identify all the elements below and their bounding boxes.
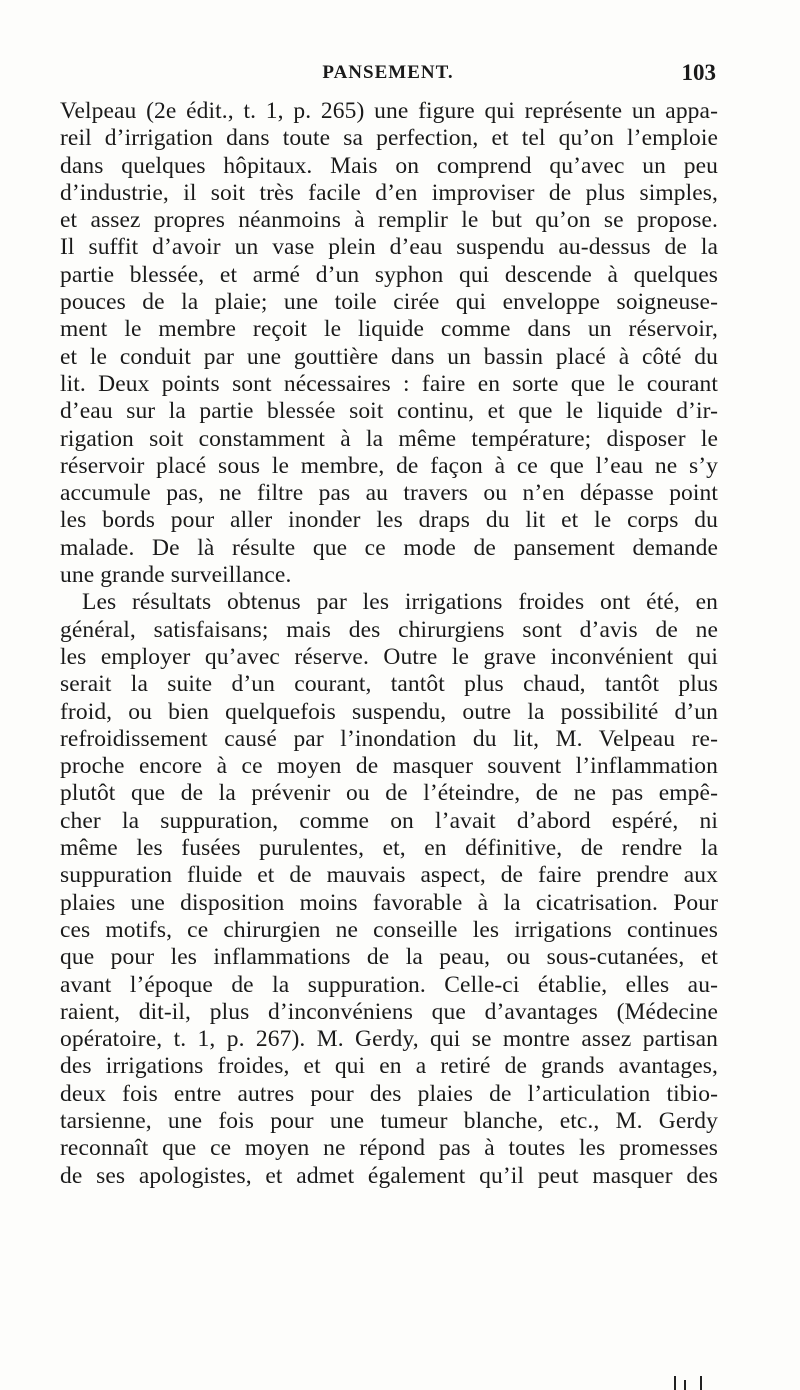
text-line: dans quelques hôpitaux. Mais on comprend qu’avec un peu [60, 152, 718, 179]
text-line: proche encore à ce moyen de masquer souvent l’inflammation [60, 753, 718, 780]
text-line: Velpeau (2e édit., t. 1, p. 265) une figure qui représente un appa- [60, 98, 718, 124]
text-line: accumule pas, ne filtre pas au travers ou n’en dépasse point [60, 480, 718, 507]
text-line: reconnaît que ce moyen ne répond pas à toutes les promesses [60, 1135, 718, 1162]
text-line: général, satisfaisans; mais des chirurgiens sont d’avis de ne [60, 616, 718, 643]
text-line: opératoire, t. 1, p. 267). M. Gerdy, qui se montre assez partisan [60, 1026, 718, 1053]
text-line: froid, ou bien quelquefois suspendu, outre la possibilité d’un [60, 698, 718, 725]
text-line: des irrigations froides, et qui en a retiré de grands avantages, [60, 1053, 718, 1080]
text-line: serait la suite d’un courant, tantôt plus chaud, tantôt plus [60, 671, 718, 698]
text-line: plutôt que de la prévenir ou de l’éteindre, de ne pas empê- [60, 780, 718, 807]
text-line: les employer qu’avec réserve. Outre le grave inconvénient qui [60, 643, 718, 670]
text-line: raient, dit-il, plus d’inconvéniens que d’avantages (Médecine [60, 998, 718, 1025]
text-line: avant l’époque de la suppuration. Celle-ci établie, elles au- [60, 971, 718, 998]
text-line: Les résultats obtenus par les irrigations froides ont été, en [82, 589, 718, 616]
text-line: rigation soit constamment à la même température; disposer le [60, 425, 718, 452]
text-line: une grande surveillance. [60, 562, 292, 589]
text-line: même les fusées purulentes, et, en définitive, de rendre la [60, 835, 718, 862]
text-line: suppuration fluide et de mauvais aspect, de faire prendre aux [60, 862, 718, 889]
page-header [60, 62, 716, 92]
text-line: et le conduit par une gouttière dans un bassin placé à côté du [60, 343, 718, 370]
text-line: plaies une disposition moins favorable à la cicatrisation. Pour [60, 889, 718, 916]
text-line: d’industrie, il soit très facile d’en improviser de plus simples, [60, 179, 718, 206]
text-line: ment le membre reçoit le liquide comme dans un réservoir, [60, 316, 718, 343]
text-line: reil d’irrigation dans toute sa perfection, et tel qu’on l’emploie [60, 125, 718, 152]
text-line: ces motifs, ce chirurgien ne conseille les irrigations continues [60, 916, 718, 943]
binding-edge-marks [668, 1372, 708, 1390]
text-line: deux fois entre autres pour des plaies de l’articulation tibio- [60, 1080, 718, 1107]
text-line: réservoir placé sous le membre, de façon à ce que l’eau ne s’y [60, 452, 718, 479]
text-line: d’eau sur la partie blessée soit continu, et que le liquide d’ir- [60, 398, 718, 425]
text-line: et assez propres néanmoins à remplir le but qu’on se propose. [60, 207, 718, 234]
text-line: tarsienne, une fois pour une tumeur blanche, etc., M. Gerdy [60, 1107, 718, 1134]
running-title: PANSEMENT. [322, 62, 454, 83]
text-line: lit. Deux points sont nécessaires : faire en sorte que le courant [60, 370, 718, 397]
text-line: que pour les inflammations de la peau, ou sous-cutanées, et [60, 944, 718, 971]
text-line: partie blessée, et armé d’un syphon qui descende à quelques [60, 261, 718, 288]
text-line: pouces de la plaie; une toile cirée qui enveloppe soigneuse- [60, 289, 718, 316]
text-line: de ses apologistes, et admet également qu’il peut masquer des [60, 1162, 718, 1189]
text-line: refroidissement causé par l’inondation du lit, M. Velpeau re- [60, 725, 718, 752]
text-line: Il suffit d’avoir un vase plein d’eau suspendu au-dessus de la [60, 234, 718, 261]
page-number: 103 [681, 60, 716, 85]
body-text [60, 98, 718, 1190]
text-line: cher la suppuration, comme on l’avait d’abord espéré, ni [60, 807, 718, 834]
text-line: les bords pour aller inonder les draps du lit et le corps du [60, 507, 718, 534]
text-line: malade. De là résulte que ce mode de pansement demande [60, 534, 718, 561]
